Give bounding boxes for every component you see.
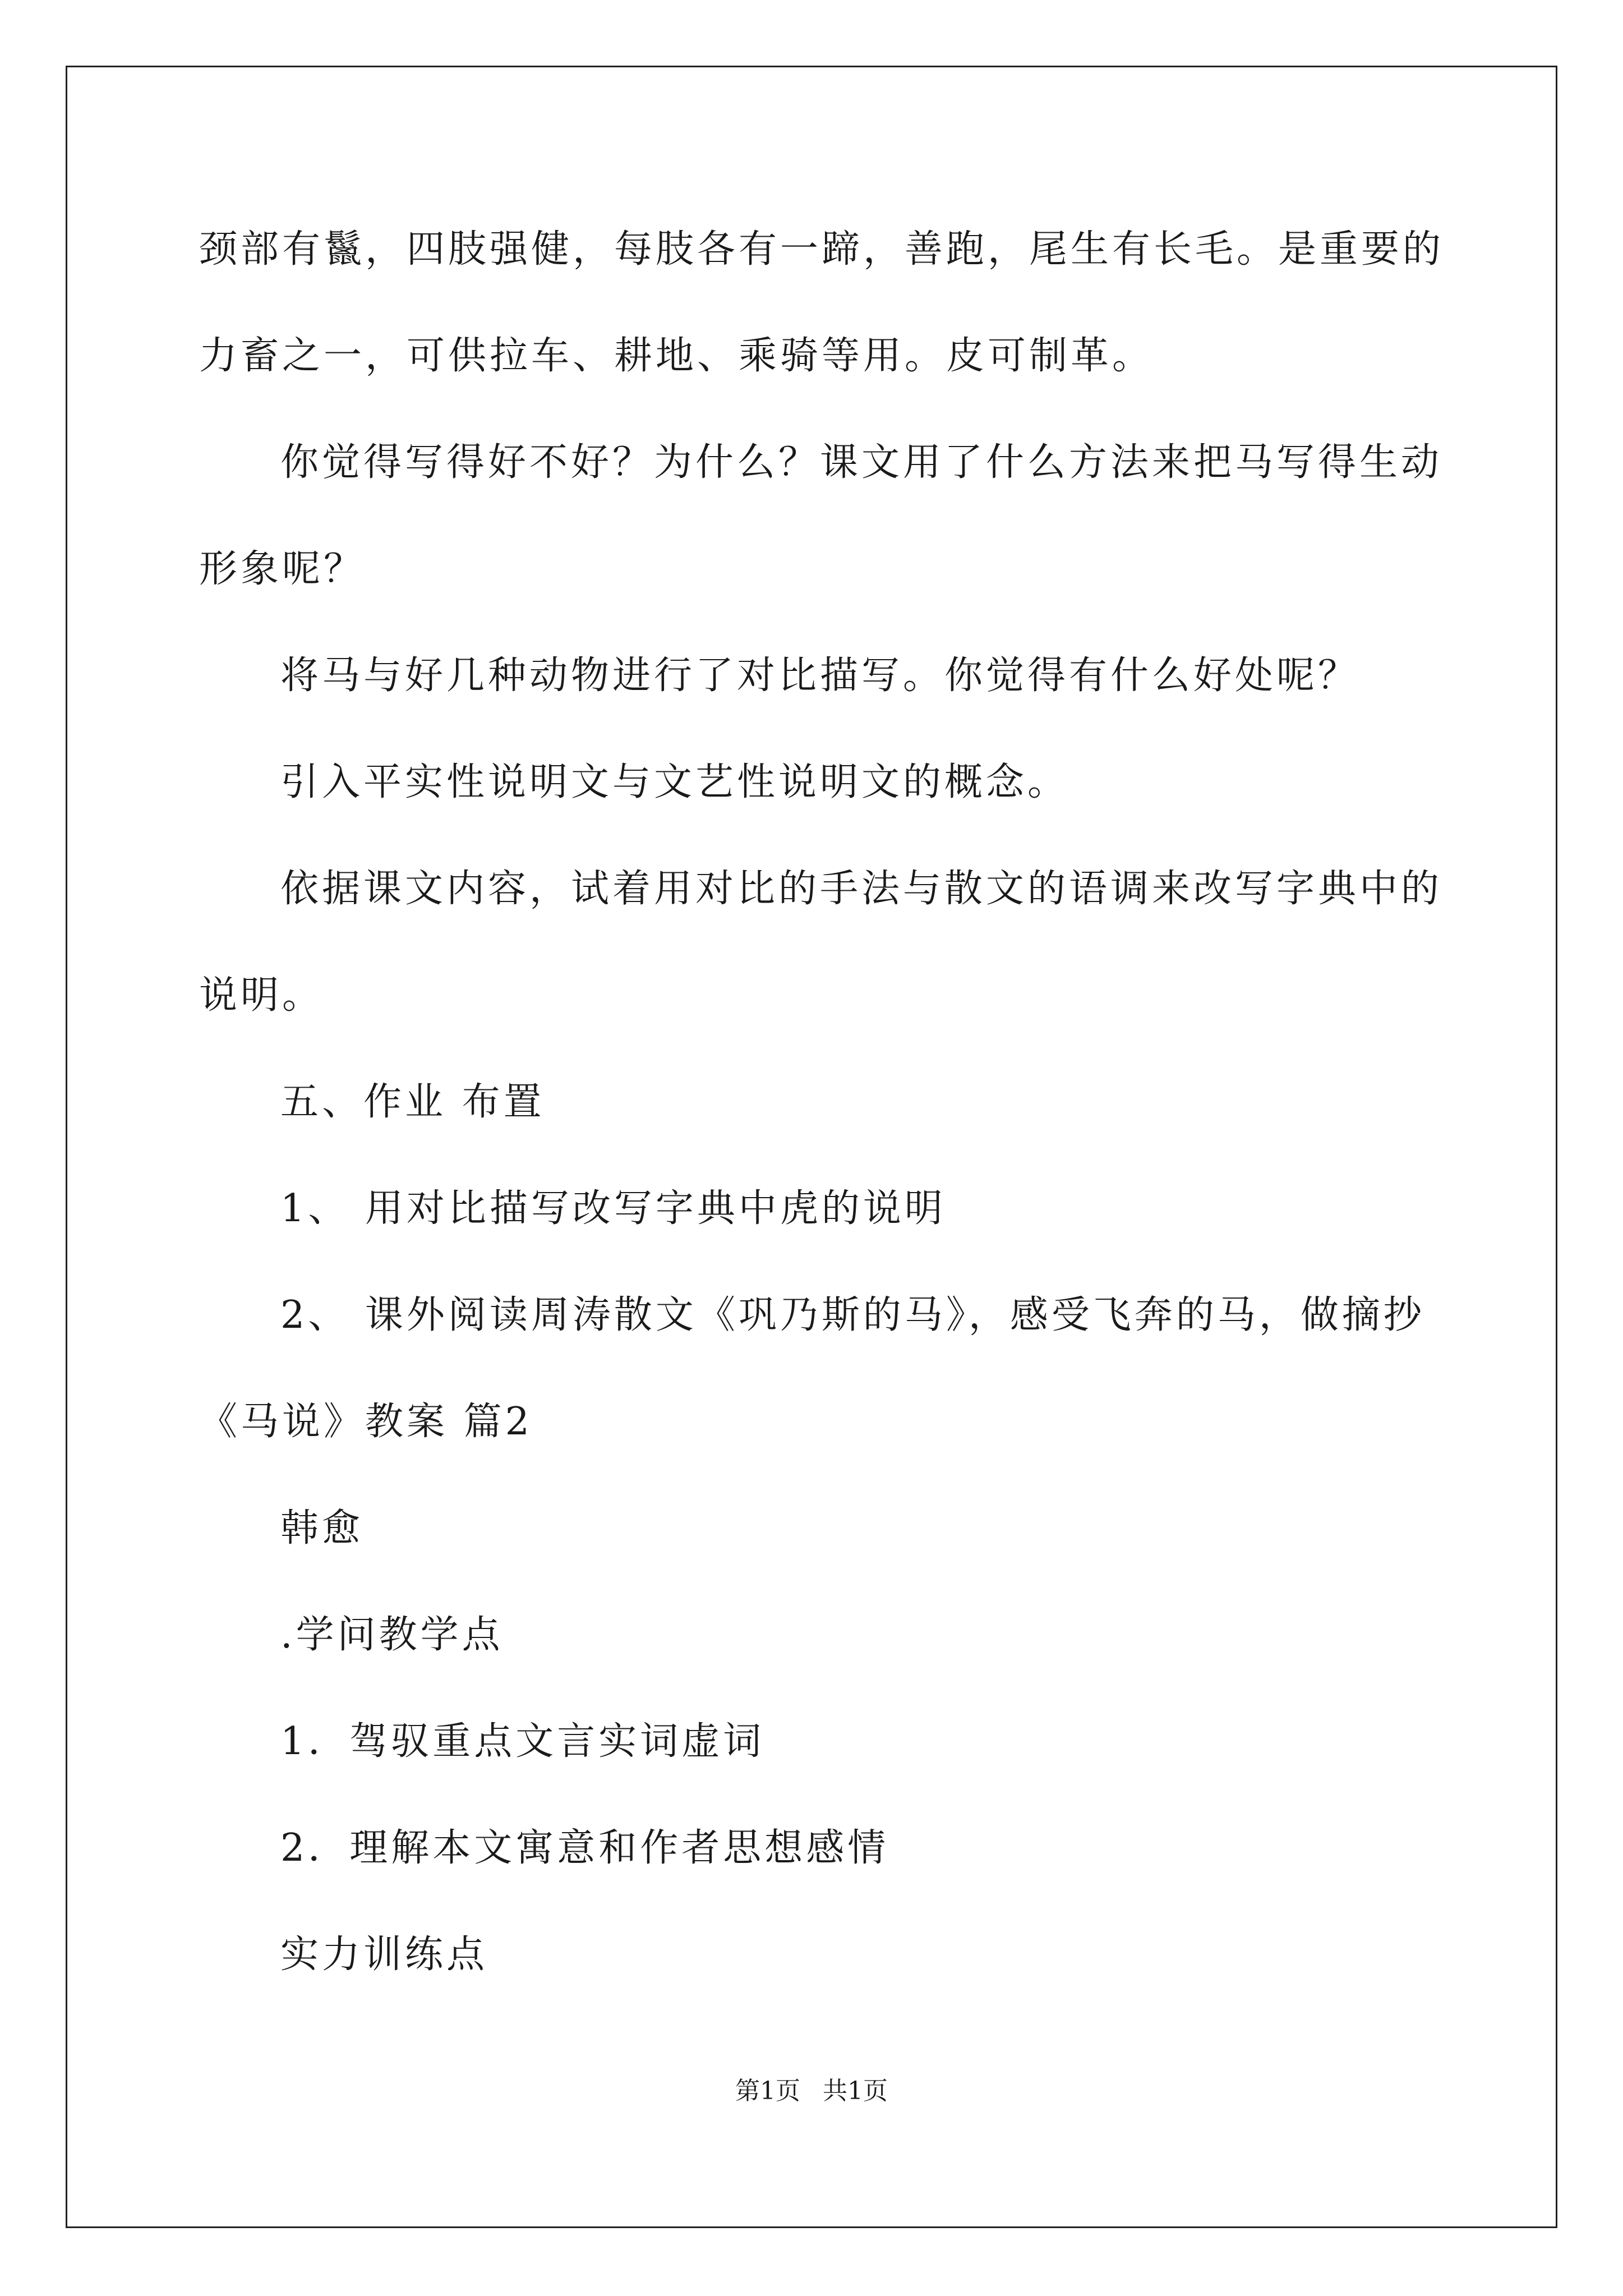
list-item: 2、 课外阅读周涛散文《巩乃斯的马》，感受飞奔的马，做摘抄 [280,1293,1425,1337]
section-heading: 实力训练点 [280,1932,488,1977]
section-heading: .学问教学点 [280,1613,504,1657]
text-line: 引入平实性说明文与文艺性说明文的概念。 [280,760,1069,804]
text-line: 将马与好几种动物进行了对比描写。你觉得有什么好处呢？ [280,654,1360,698]
section-title: 《马说》教案 篇2 [199,1400,533,1444]
page-number: 第1页 [735,2077,800,2105]
text-line: 你觉得写得好不好？为什么？课文用了什么方法来把马写得生动 [280,440,1443,485]
page-footer [0,2077,1623,2106]
text-line: 力畜之一，可供拉车、耕地、乘骑等用。皮可制革。 [199,334,1154,378]
list-item: 1、 用对比描写改写字典中虎的说明 [280,1186,946,1231]
page-total: 共1页 [823,2077,888,2105]
author: 韩愈 [280,1506,364,1550]
list-item: 2．理解本文寓意和作者思想感情 [280,1826,889,1870]
text-line: 形象呢？ [199,547,366,591]
text-line: 说明。 [199,973,324,1018]
list-item: 1．驾驭重点文言实词虚词 [280,1719,765,1764]
text-line: 依据课文内容，试着用对比的手法与散文的语调来改写字典中的 [280,867,1443,911]
page-border [66,66,1557,2228]
text-line: 颈部有鬣，四肢强健，每肢各有一蹄，善跑，尾生有长毛。是重要的 [199,227,1445,272]
section-heading: 五、作业 布置 [280,1080,545,1124]
